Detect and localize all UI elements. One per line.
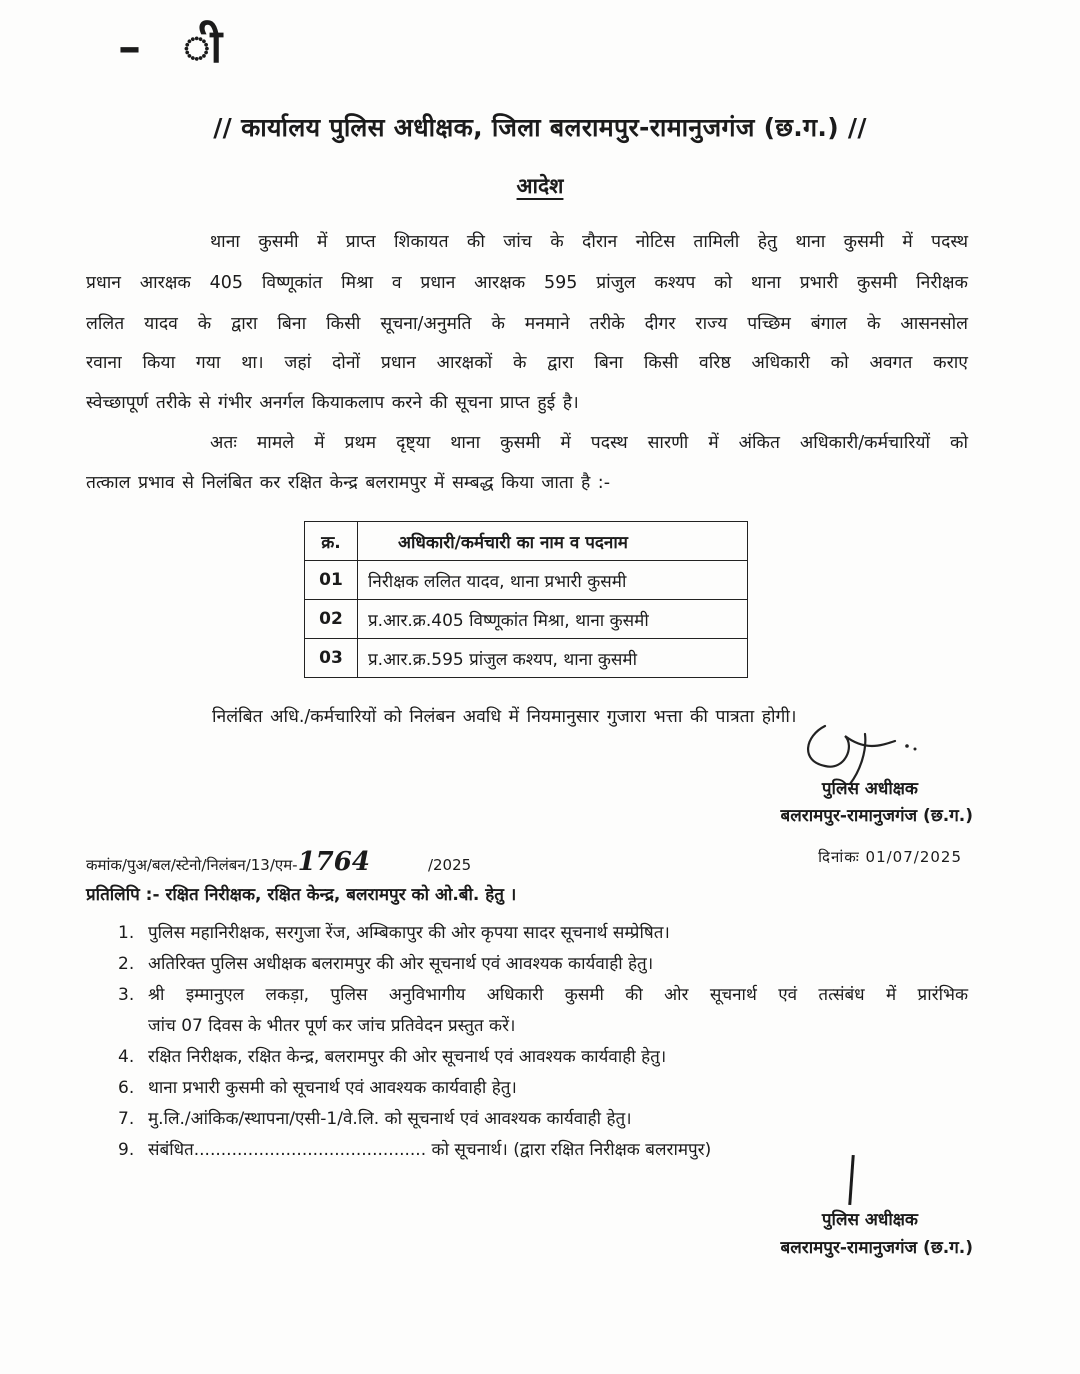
reference-handwritten-number: 1764 xyxy=(297,847,370,877)
para1-line-4: रवाना किया गया था। जहां दोनों प्रधान आरक्षकों के द्वारा बिना किसी वरिष्ठ अधिकारी को अवगत कराए xyxy=(86,353,968,373)
para1-line-5: स्वेच्छापूर्ण तरीके से गंभीर अनर्गल कियाकलाप करने की सूचना प्राप्त हुई है। xyxy=(86,393,579,413)
row-serial: 03 xyxy=(305,639,358,678)
row-serial: 01 xyxy=(305,561,358,600)
list-item: 4. रक्षित निरीक्षक, रक्षित केन्द्र, बलरामपुर की ओर सूचनार्थ एवं आवश्यक कार्यवाही हेतु। xyxy=(118,1047,667,1067)
para1-line-1: थाना कुसमी में प्राप्त शिकायत की जांच के दौरान नोटिस तामिली हेतु थाना कुसमी में पदस्थ xyxy=(210,232,968,252)
para2-line-1: अतः मामले में प्रथम दृष्ट्या थाना कुसमी में पदस्थ सारणी में अंकित अधिकारी/कर्मचारियों को xyxy=(210,433,968,453)
reference-year: /2025 xyxy=(427,856,472,874)
reference-number xyxy=(86,847,471,877)
header-serial: क्र. xyxy=(305,522,358,561)
allowance-note: निलंबित अधि./कर्मचारियों को निलंबन अवधि में नियमानुसार गुजारा भत्ता की पात्रता होगी। xyxy=(212,707,797,727)
signature-2-location: बलरामपुर-रामानुजगंज (छ.ग.) xyxy=(780,1238,973,1258)
copy-distribution-list xyxy=(118,918,968,1166)
list-item: 3. श्री इम्मानुएल लकड़ा, पुलिस अनुविभागीय अधिकारी कुसमी की ओर सूचनार्थ एवं तत्संबंध में प्रारंभिक जांच 07 दिवस के भीतर पूर्ण कर जांच प्रतिवेदन प्रस्तुत करें। xyxy=(118,985,968,1036)
list-item: 6. थाना प्रभारी कुसमी को सूचनार्थ एवं आवश्यक कार्यवाही हेतु। xyxy=(118,1078,517,1098)
list-item: 1. पुलिस महानिरीक्षक, सरगुजा रेंज, अम्बिकापुर की ओर कृपया सादर सूचनार्थ सम्प्रेषित। xyxy=(118,923,670,943)
row-officer: प्र.आर.क्र.595 प्रांजुल कश्यप, थाना कुसमी xyxy=(358,639,748,678)
list-item: 2. अतिरिक्त पुलिस अधीक्षक बलरामपुर की ओर सूचनार्थ एवं आवश्यक कार्यवाही हेतु। xyxy=(118,954,654,974)
para2-line-2: तत्काल प्रभाव से निलंबित कर रक्षित केन्द्र बलरामपुर में सम्बद्ध किया जाता है :- xyxy=(86,473,611,493)
header-name-designation: अधिकारी/कर्मचारी का नाम व पदनाम xyxy=(358,522,748,561)
table-row xyxy=(305,639,748,678)
list-item: 9. संबंधित........................................... को सूचनार्थ। (द्वारा रक्षित निरीक्षक बलरामपुर) xyxy=(118,1140,712,1160)
order-title-text: आदेश xyxy=(516,174,564,198)
table-row xyxy=(305,561,748,600)
copy-to: प्रतिलिपि :- रक्षित निरीक्षक, रक्षित केन्द्र, बलरामपुर को ओ.बी. हेतु । xyxy=(86,885,517,905)
signature-1-location: बलरामपुर-रामानुजगंज (छ.ग.) xyxy=(780,806,973,826)
signature-2-designation: पुलिस अधीक्षक xyxy=(821,1210,918,1230)
suspended-officers-table xyxy=(304,521,748,678)
order-title xyxy=(0,172,1080,200)
list-item: 7. मु.लि./आंकिक/स्थापना/एसी-1/वे.लि. को सूचनार्थ एवं आवश्यक कार्यवाही हेतु। xyxy=(118,1109,632,1129)
page-mark: – ी xyxy=(118,19,253,73)
para1-line-2: प्रधान आरक्षक 405 विष्णूकांत मिश्रा व प्रधान आरक्षक 595 प्रांजुल कश्यप को थाना प्रभारी कुसमी निरीक्षक xyxy=(86,273,968,293)
para1-line-3: ललित यादव के द्वारा बिना किसी सूचना/अनुमति के मनमाने तरीके दीगर राज्य पच्छिम बंगाल के आसनसोल xyxy=(86,314,968,334)
row-officer: निरीक्षक ललित यादव, थाना प्रभारी कुसमी xyxy=(358,561,748,600)
order-date: दिनांकः 01/07/2025 xyxy=(818,848,962,866)
table-row xyxy=(305,600,748,639)
row-officer: प्र.आर.क्र.405 विष्णूकांत मिश्रा, थाना कुसमी xyxy=(358,600,748,639)
reference-prefix: कमांक/पुअ/बल/स्टेनो/निलंबन/13/एम- xyxy=(86,856,298,874)
office-header: // कार्यालय पुलिस अधीक्षक, जिला बलरामपुर-रामानुजगंज (छ.ग.) // xyxy=(213,113,867,142)
signature-1-designation: पुलिस अधीक्षक xyxy=(821,779,918,799)
row-serial: 02 xyxy=(305,600,358,639)
table-header-row xyxy=(305,522,748,561)
